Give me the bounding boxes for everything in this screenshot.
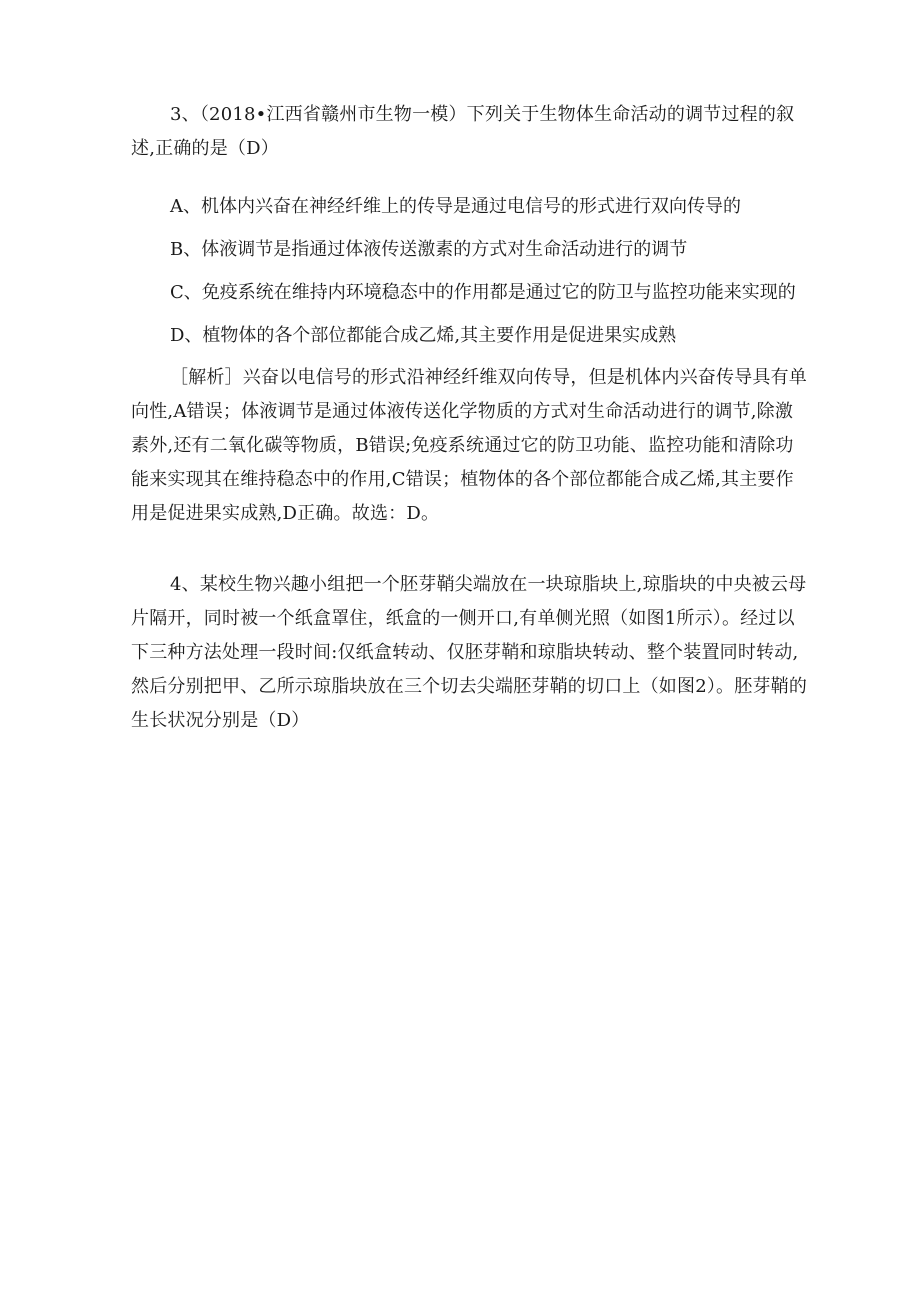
question-4-line-5: 生长状况分别是（D） bbox=[131, 710, 310, 731]
question-4-stem bbox=[131, 568, 816, 738]
option-a: A、机体内兴奋在神经纤维上的传导是通过电信号的形式进行双向传导的 bbox=[170, 196, 741, 217]
question-4-line-2: 片隔开，同时被一个纸盒罩住，纸盒的一侧开口,有单侧光照（如图1所示）。经过以 bbox=[131, 608, 795, 629]
question-3-analysis bbox=[131, 361, 816, 531]
question-3-line-2: 述,正确的是（D） bbox=[131, 138, 279, 159]
question-4-line-1: 4、某校生物兴趣小组把一个胚芽鞘尖端放在一块琼脂块上,琼脂块的中央被云母 bbox=[170, 574, 807, 595]
question-4-line-3: 下三种方法处理一段时间:仅纸盒转动、仅胚芽鞘和琼脂块转动、整个装置同时转动, bbox=[131, 642, 799, 663]
option-c: C、免疫系统在维持内环境稳态中的作用都是通过它的防卫与监控功能来实现的 bbox=[170, 282, 796, 303]
question-4-line-4: 然后分别把甲、乙所示琼脂块放在三个切去尖端胚芽鞘的切口上（如图2）。胚芽鞘的 bbox=[131, 676, 808, 697]
option-d: D、植物体的各个部位都能合成乙烯,其主要作用是促进果实成熟 bbox=[170, 325, 677, 346]
question-3-line-1: 3、（2018•江西省赣州市生物一模）下列关于生物体生命活动的调节过程的叙 bbox=[170, 104, 795, 125]
option-b: B、体液调节是指通过体液传送激素的方式对生命活动进行的调节 bbox=[170, 239, 688, 260]
analysis-line-5: 用是促进果实成熟,D正确。故选：D。 bbox=[131, 503, 440, 524]
analysis-line-4: 能来实现其在维持稳态中的作用,C错误；植物体的各个部位都能合成乙烯,其主要作 bbox=[131, 469, 794, 490]
analysis-line-2: 向性,A错误；体液调节是通过体液传送化学物质的方式对生命活动进行的调节,除激 bbox=[131, 401, 794, 422]
analysis-line-3: 素外,还有二氧化碳等物质，B错误;免疫系统通过它的防卫功能、监控功能和清除功 bbox=[131, 435, 794, 456]
analysis-line-1: ［解析］兴奋以电信号的形式沿神经纤维双向传导，但是机体内兴奋传导具有单 bbox=[170, 367, 807, 388]
question-3-stem bbox=[131, 98, 816, 166]
